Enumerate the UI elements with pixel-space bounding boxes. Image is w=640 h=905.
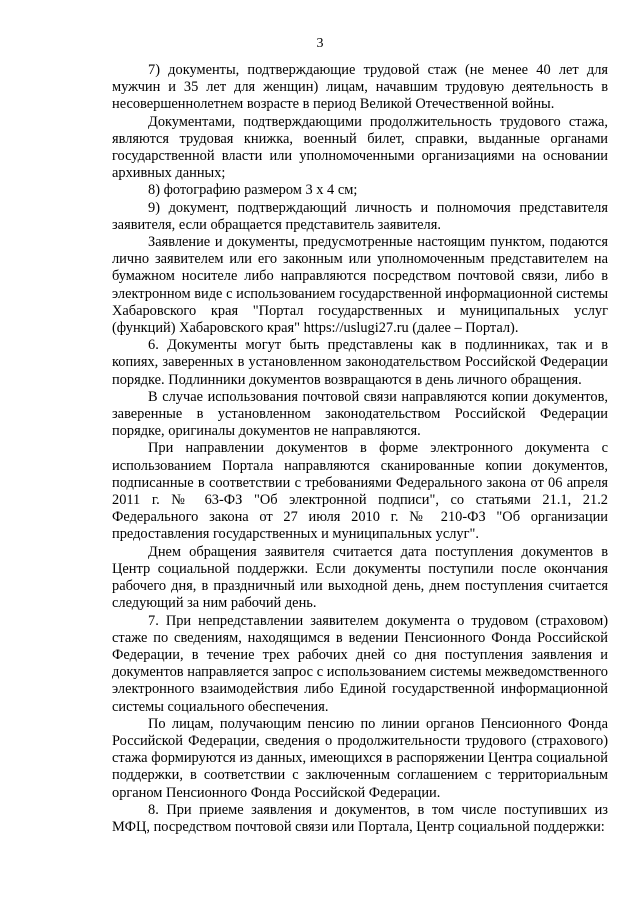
paragraph-electronic-portal: При направлении документов в форме электронного документа с использованием Портала направляются сканированные копии документов, подписанные в соответствии с требованиями Федерального закона от 06 апреля 2011 г. № 63-ФЗ "Об электронной подписи", со статьями 21.1, 21.2 Федерального закона от 27 июля 2010 г. № 210-ФЗ "Об организации предоставления государственных и муниципальных услуг". [112,440,608,543]
document-body [112,62,608,836]
paragraph-experience-documents: Документами, подтверждающими продолжительность трудового стажа, являются трудовая книжка, военный билет, справки, выданные органами государственной власти или уполномоченными организациями на основании архивных данных; [112,113,608,182]
paragraph-pension-recipients: По лицам, получающим пенсию по линии органов Пенсионного Фонда Российской Федерации, сведения о продолжительности трудового (страхового) стажа формируются из данных, имеющихся в распоряжении Центра социальной поддержки, в соответствии с заключенным соглашением с территориальным органом Пенсионного Фонда Российской Федерации. [112,715,608,801]
paragraph-clause-6: 6. Документы могут быть представлены как в подлинниках, так и в копиях, заверенных в установленном законодательством Российской Федерации порядке. Подлинники документов возвращаются в день личного обращения. [112,337,608,388]
paragraph-item-9-identity: 9) документ, подтверждающий личность и полномочия представителя заявителя, если обращается представитель заявителя. [112,199,608,233]
paragraph-clause-7: 7. При непредставлении заявителем документа о трудовом (страховом) стаже по сведениям, находящимся в ведении Пенсионного Фонда Российской Федерации, в течение трех рабочих дней со дня поступления заявления и документов направляется запрос с использованием системы межведомственного электронного взаимодействия либо Единой государственной информационной системы социального обеспечения. [112,612,608,715]
paragraph-item-7-work-experience: 7) документы, подтверждающие трудовой стаж (не менее 40 лет для мужчин и 35 лет для женщин) лицам, начавшим трудовую деятельность в несовершеннолетнем возрасте в период Великой Отечественной войны. [112,62,608,113]
paragraph-clause-8: 8. При приеме заявления и документов, в том числе поступивших из МФЦ, посредством почтовой связи или Портала, Центр социальной поддержки: [112,801,608,835]
paragraph-application-date: Днем обращения заявителя считается дата поступления документов в Центр социальной поддержки. Если документы поступили после окончания рабочего дня, в праздничный или выходной день, днем поступления считается следующий за ним рабочий день. [112,543,608,612]
paragraph-postal-copies: В случае использования почтовой связи направляются копии документов, заверенные в установленном законодательством Российской Федерации порядке, оригиналы документов не направляются. [112,388,608,440]
paragraph-submission-methods: Заявление и документы, предусмотренные настоящим пунктом, подаются лично заявителем или его законным или уполномоченным представителем на бумажном носителе либо направляются посредством почтовой связи, либо в электронном виде с использованием государственной информационной системы Хабаровского края "Портал государственных и муниципальных услуг (функций) Хабаровского края" https://uslugi27.ru (далее – Портал). [112,234,608,337]
paragraph-item-8-photo: 8) фотографию размером 3 x 4 см; [148,182,358,199]
page-number: 3 [316,36,324,51]
